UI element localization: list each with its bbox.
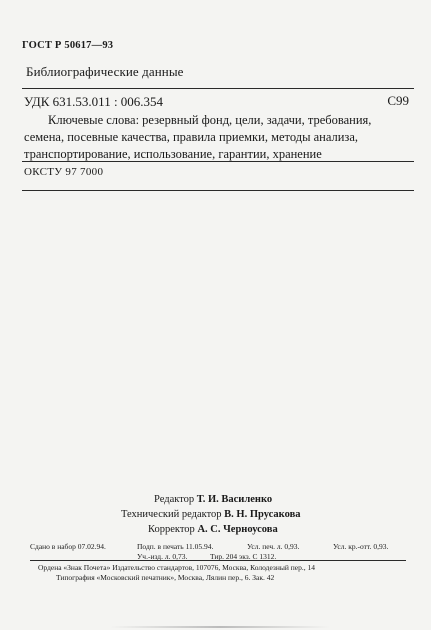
set-date: Сдано в набор 07.02.94. <box>30 542 106 551</box>
tech-editor-name: В. Н. Прусакова <box>224 509 301 520</box>
editor-name: Т. И. Василенко <box>196 494 273 505</box>
ink-prints: Усл. кр.-отт. 0,93. <box>333 542 389 551</box>
keywords-paragraph: Ключевые слова: резервный фонд, цели, задачи, требования, семена, посевные качества, правила приемки, методы анализа, транспортирование, использование, гарантии, хранение <box>24 113 372 161</box>
udc-code: УДК 631.53.011 : 006.354 <box>24 94 164 109</box>
footer-rule <box>30 560 406 561</box>
editor-role: Редактор <box>154 494 195 505</box>
print-run: Тир. 204 экз. С 1312. <box>210 552 277 561</box>
corrector-role: Корректор <box>148 524 195 535</box>
bibliographic-heading: Библиографические данные <box>26 64 184 79</box>
editor-line <box>154 492 301 507</box>
okstu-code: ОКСТУ 97 7000 <box>24 166 104 178</box>
corrector-name: А. С. Черноусова <box>197 524 278 535</box>
bottom-rule <box>22 190 414 191</box>
classification-code: С99 <box>387 93 409 108</box>
standard-code: ГОСТ Р 50617—93 <box>22 40 114 51</box>
printer-line: Типография «Московский печатник», Москва, Лялин пер., 6. Зак. 42 <box>56 573 275 582</box>
signed-date: Подп. в печать 11.05.94. <box>137 542 214 551</box>
publisher-block <box>38 563 315 583</box>
middle-rule <box>22 161 414 162</box>
publisher-line: Ордена «Знак Почета» Издательство стандартов, 107076, Москва, Колодезный пер., 14 <box>38 563 316 572</box>
corrector-line <box>148 522 301 537</box>
print-info-block <box>30 542 410 562</box>
print-sheets: Усл. печ. л. 0,93. <box>247 542 300 551</box>
tech-editor-role: Технический редактор <box>121 509 222 520</box>
top-rule <box>22 88 414 89</box>
tech-editor-line <box>121 507 301 522</box>
pub-sheets: Уч.-изд. л. 0,73. <box>137 552 188 561</box>
credits-block <box>0 492 301 537</box>
page-edge-mark <box>110 626 330 628</box>
